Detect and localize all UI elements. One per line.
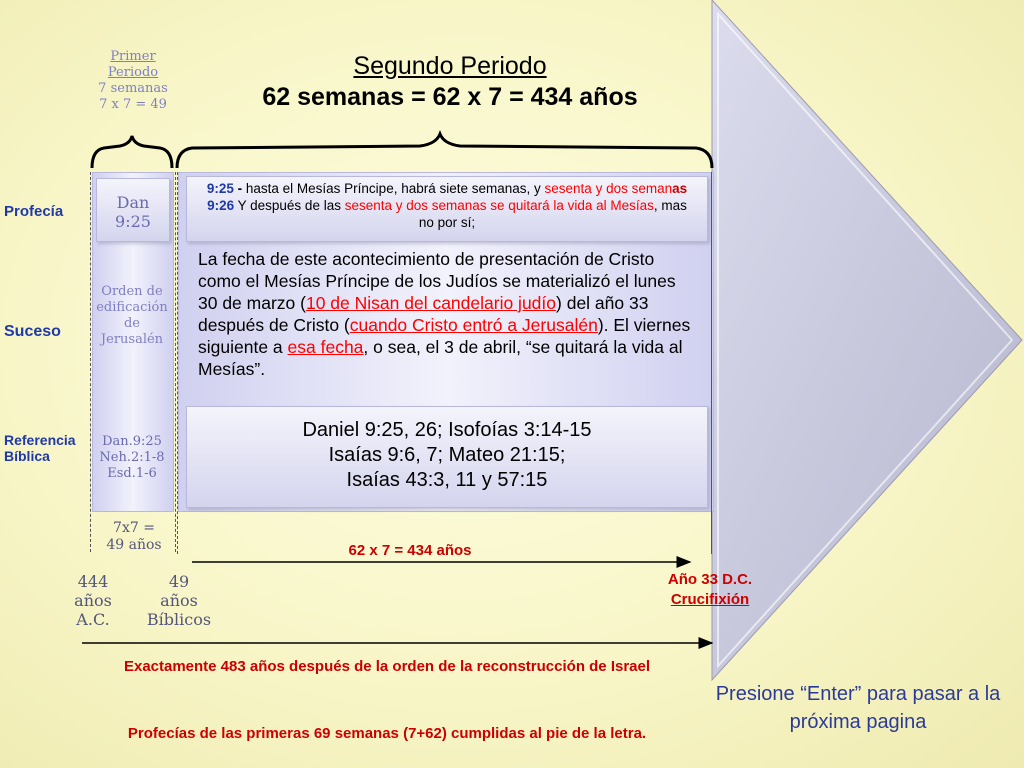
timeline-left-label (58, 572, 128, 629)
dan-line1: Dan (116, 193, 150, 212)
crucifixion-year: Año 33 D.C. (667, 571, 753, 588)
primer-line4: 7 x 7 = 49 (99, 97, 167, 112)
left-sum-line1: 7x7 = (113, 520, 155, 536)
prophecy-t1: hasta el Mesías Príncipe, habrá siete semanas, y (245, 181, 545, 196)
event-t3: ). El viernes siguiente a (198, 315, 691, 357)
prophecy-ref1: 9:25 (206, 181, 234, 196)
event-link-fecha[interactable]: esa fecha (287, 337, 364, 357)
timeline-left-1: 444 (77, 572, 109, 591)
event-t4: , o sea, el 3 de abril, “se quitará la vida al Mesías”. (198, 337, 683, 379)
left-sum-line2: 49 años (106, 537, 162, 553)
prophecy-t3: as (672, 181, 688, 196)
primer-line1: Primer (110, 49, 156, 64)
prophecy-t5: Y después de las (234, 198, 345, 213)
span-label: 62 x 7 = 434 años (348, 542, 472, 559)
left-ref-line3: Esd.1-6 (107, 466, 157, 481)
prophecy-ref2: 9:26 (207, 198, 235, 213)
timeline-mid-1: 49 (168, 572, 190, 591)
prophecy-t6: sesenta y dos semanas se quitará la vida al Mesías (344, 198, 654, 213)
row-label-suceso: Suceso (4, 323, 61, 340)
timeline-left-3: A.C. (76, 610, 110, 629)
timeline-mid-2: años (160, 591, 198, 610)
left-ref-line2: Neh.2:1-8 (99, 450, 165, 465)
next-page-prompt: Presione “Enter” para pasar a la próxima pagina (715, 683, 1001, 733)
orden-line4: Jerusalén (100, 332, 164, 347)
note-69-weeks: Profecías de las primeras 69 semanas (7+62) cumplidas al pie de la letra. (127, 725, 647, 742)
orden-line1: Orden de (101, 284, 163, 299)
title-line1: Segundo Periodo (353, 52, 547, 80)
references-line3: Isaías 43:3, 11 y 57:15 (346, 469, 548, 491)
timeline-left-2: años (74, 591, 112, 610)
orden-line3: de (123, 316, 140, 331)
primer-line3: 7 semanas (98, 81, 168, 96)
left-ref-line1: Dan.9:25 (102, 434, 162, 449)
primer-line2: Periodo (107, 65, 159, 80)
references-line1: Daniel 9:25, 26; Isofoías 3:14-15 (302, 419, 592, 441)
prophecy-dash: - (233, 181, 246, 196)
timeline-mid-label (134, 572, 224, 629)
event-link-jerusalen[interactable]: cuando Cristo entró a Jerusalén (349, 315, 598, 335)
orden-line2: edificación (96, 300, 168, 315)
event-t2: ) del año 33 después de Cristo ( (198, 293, 649, 335)
row-label-referencia-1: Referencia (4, 432, 76, 448)
dan-line2: 9:25 (115, 212, 151, 231)
event-t1: La fecha de este acontecimiento de presentación de Cristo como el Mesías Príncipe de los Judíos se materializó el lunes 30 de marzo ( (198, 249, 676, 313)
prophecy-t2: sesenta y dos seman (544, 181, 673, 196)
crucifixion-label (640, 570, 780, 610)
row-label-referencia-2: Bíblica (4, 448, 50, 464)
crucifixion-text: Crucifixión (670, 591, 750, 608)
row-label-profecia: Profecía (4, 203, 64, 220)
references-line2: Isaías 9:6, 7; Mateo 21:15; (328, 444, 566, 466)
timeline-mid-3: Bíblicos (146, 610, 212, 629)
event-link-nisan[interactable]: 10 de Nisan del candelario judío (305, 293, 557, 313)
note-483-years: Exactamente 483 años después de la orden de la reconstrucción de Israel (123, 658, 651, 675)
title-line2: 62 semanas = 62 x 7 = 434 años (262, 83, 638, 111)
prophecy-t7: , mas no por sí; (418, 198, 687, 230)
